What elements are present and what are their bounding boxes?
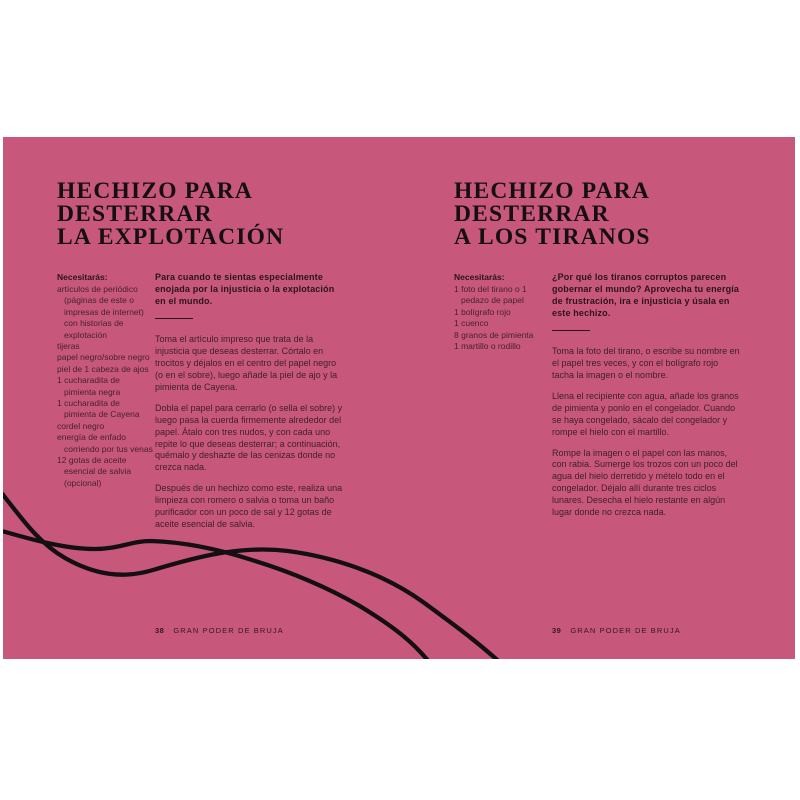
spell-intro: Para cuando te sientas especialmente enojada por la injusticia o la explotación en el mundo. — [155, 272, 335, 306]
spell-text — [552, 272, 742, 528]
list-item: 8 granos de pimienta — [454, 329, 534, 340]
list-item: 1 foto del tirano o 1 pedazo de papel — [454, 283, 527, 306]
list-item: artículos de periódico (páginas de este o impresas de internet) con historias de explotación — [57, 283, 144, 340]
section-divider — [155, 318, 193, 320]
list-item: 1 bolígrafo rojo — [454, 306, 511, 317]
list-item: 1 martillo o rodillo — [454, 340, 521, 351]
list-item: Toma el artículo impreso que trata de la injusticia que deseas desterrar. Córtalo en trocitos y déjalos en el centro del papel negro (o en el sobre), luego añade la piel de ajo y la pimienta de Cayena. — [155, 334, 338, 392]
list-item: Después de un hechizo como este, realiza una limpieza con romero o salvia o toma un baño purificador con un poco de sal y 12 gotas de aceite esencial de salvia. — [155, 483, 343, 529]
ingredients-heading: Necesitarás: — [57, 272, 108, 282]
ingredients-heading: Necesitarás: — [454, 272, 505, 282]
list-item: LA EXPLOTACIÓN — [57, 224, 285, 250]
spell-paragraphs — [552, 346, 742, 519]
list-item: 1 cucharadita de pimienta negra — [57, 375, 121, 397]
content-columns — [454, 272, 795, 528]
spell-text — [155, 272, 345, 540]
list-item: energía de enfado corriendo por tus venas — [57, 432, 153, 454]
ingredients-items — [454, 284, 551, 352]
section-divider — [552, 330, 590, 332]
list-item: piel de 1 cabeza de ajos — [57, 363, 149, 374]
spell-intro: ¿Por qué los tiranos corruptos parecen gobernar el mundo? Aprovecha tu energía de frustración, ira e injusticia y úsala en este hechizo. — [552, 272, 740, 318]
list-item: Dobla el papel para cerrarlo (o sella el sobre) y luego pasa la cuerda firmemente alrededor del papel. Átalo con tres nudos, y con cada uno repite lo que deseas desterrar; a continuación, quémalo y deshazte de las cenizas donde no crezca nada. — [155, 402, 343, 473]
list-item: 12 gotas de aceite esencial de salvia (opcional) — [57, 455, 132, 488]
book-title-running-footer: GRAN PODER DE BRUJA — [570, 626, 681, 635]
list-item: DESTERRAR — [454, 201, 610, 227]
list-item: 1 cucharadita de pimienta de Cayena — [57, 397, 140, 420]
page-number: 38 — [155, 626, 165, 635]
list-item: papel negro/sobre negro — [57, 352, 150, 363]
page-number: 39 — [552, 626, 562, 635]
page-title — [57, 180, 284, 249]
list-item: cordel negro — [57, 420, 105, 431]
list-item: HECHIZO PARA — [57, 178, 254, 204]
list-item: DESTERRAR — [57, 201, 213, 227]
list-item: HECHIZO PARA — [454, 178, 651, 204]
list-item: tijeras — [57, 340, 80, 351]
ingredients-items — [57, 284, 154, 489]
content-columns — [57, 272, 403, 540]
page-left — [57, 177, 403, 659]
book-title-running-footer: GRAN PODER DE BRUJA — [173, 626, 284, 635]
list-item: 1 cuenco — [454, 318, 489, 329]
list-item: Toma la foto del tirano, o escribe su nombre en el papel tres veces, y con el bolígrafo rojo tacha la imagen o el nombre. — [552, 346, 740, 381]
page-right — [454, 177, 795, 659]
ingredients-list — [57, 272, 154, 540]
list-item: Rompe la imagen o el papel con las manos, con rabia. Sumerge los trozos con un poco del agua del hielo derretido y mételo todo en el congelador. Déjalo allí durante tres ciclos lunares. Desecha el hielo restante en algún lugar donde no crezca nada. — [552, 447, 738, 518]
spell-paragraphs — [155, 334, 345, 531]
page-footer — [552, 626, 681, 635]
list-item: A LOS TIRANOS — [454, 224, 651, 250]
list-item: Llena el recipiente con agua, añade los granos de pimienta y ponlo en el congelador. Cuando se haya congelado, sácalo del congelador y rompe el hielo con el martillo. — [552, 390, 739, 437]
page-title — [454, 180, 651, 249]
page-footer — [155, 626, 284, 635]
ingredients-list — [454, 272, 551, 528]
book-spread — [3, 137, 795, 659]
